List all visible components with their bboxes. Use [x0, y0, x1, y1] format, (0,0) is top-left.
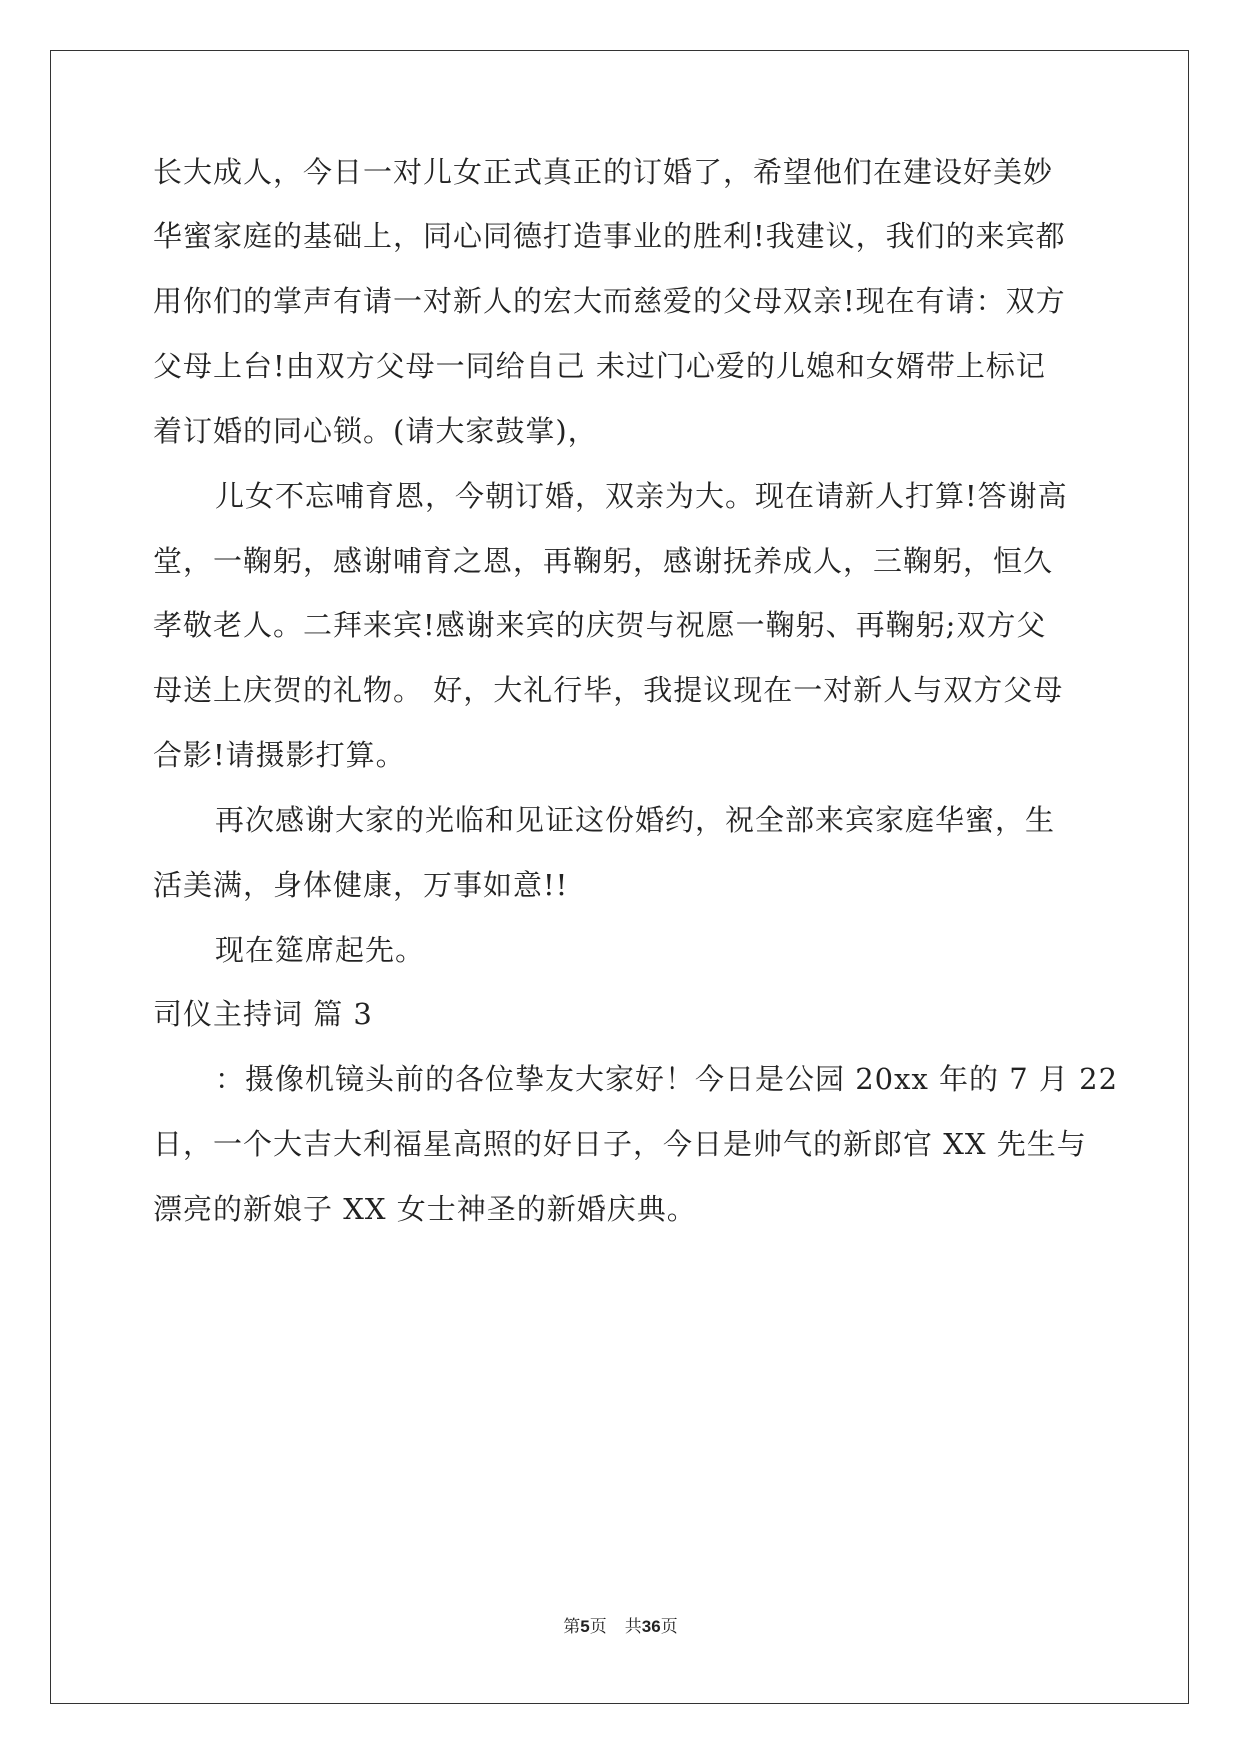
total-pages: 36: [641, 1617, 661, 1636]
paragraph-line: 儿女不忘哺育恩，今朝订婚，双亲为大。现在请新人打算!答谢高: [215, 479, 1068, 513]
paragraph-line: 用你们的掌声有请一对新人的宏大而慈爱的父母双亲!现在有请：双方: [153, 284, 1066, 318]
page-footer: [0, 1612, 1241, 1637]
paragraph-line: 母送上庆贺的礼物。 好，大礼行毕，我提议现在一对新人与双方父母: [153, 673, 1064, 707]
page-number: 5: [580, 1617, 590, 1636]
paragraph-line: 堂，一鞠躬，感谢哺育之恩，再鞠躬，感谢抚养成人，三鞠躬，恒久: [153, 544, 1054, 578]
paragraph-line: 再次感谢大家的光临和见证这份婚约，祝全部来宾家庭华蜜，生: [215, 803, 1056, 837]
paragraph-line: 日，一个大吉大利福星高照的好日子，今日是帅气的新郎官 XX 先生与: [153, 1127, 1087, 1161]
paragraph-line: 父母上台!由双方父母一同给自己 未过门心爱的儿媳和女婿带上标记: [153, 349, 1046, 383]
paragraph-line: 合影!请摄影打算。: [153, 738, 406, 772]
paragraph-line: 华蜜家庭的基础上，同心同德打造事业的胜利!我建议，我们的来宾都: [153, 219, 1066, 253]
paragraph-line: 漂亮的新娘子 XX 女士神圣的新婚庆典。: [153, 1192, 697, 1226]
section-heading: 司仪主持词 篇 3: [153, 997, 373, 1031]
paragraph-line: 着订婚的同心锁。(请大家鼓掌)，: [153, 414, 598, 448]
paragraph-line: ：摄像机镜头前的各位挚友大家好！今日是公园 20xx 年的 7 月 22: [215, 1062, 1119, 1096]
paragraph-line: 现在筵席起先。: [215, 933, 426, 967]
paragraph-line: 孝敬老人。二拜来宾!感谢来宾的庆贺与祝愿一鞠躬、再鞠躬;双方父: [153, 608, 1047, 642]
page-suffix: 页: [589, 1617, 607, 1637]
total-suffix: 页: [660, 1617, 678, 1637]
paragraph-line: 长大成人，今日一对儿女正式真正的订婚了，希望他们在建设好美妙: [153, 155, 1054, 189]
page-prefix: 第: [563, 1617, 581, 1637]
total-prefix: 共: [624, 1617, 642, 1637]
paragraph-line: 活美满，身体健康，万事如意!!: [153, 868, 569, 902]
